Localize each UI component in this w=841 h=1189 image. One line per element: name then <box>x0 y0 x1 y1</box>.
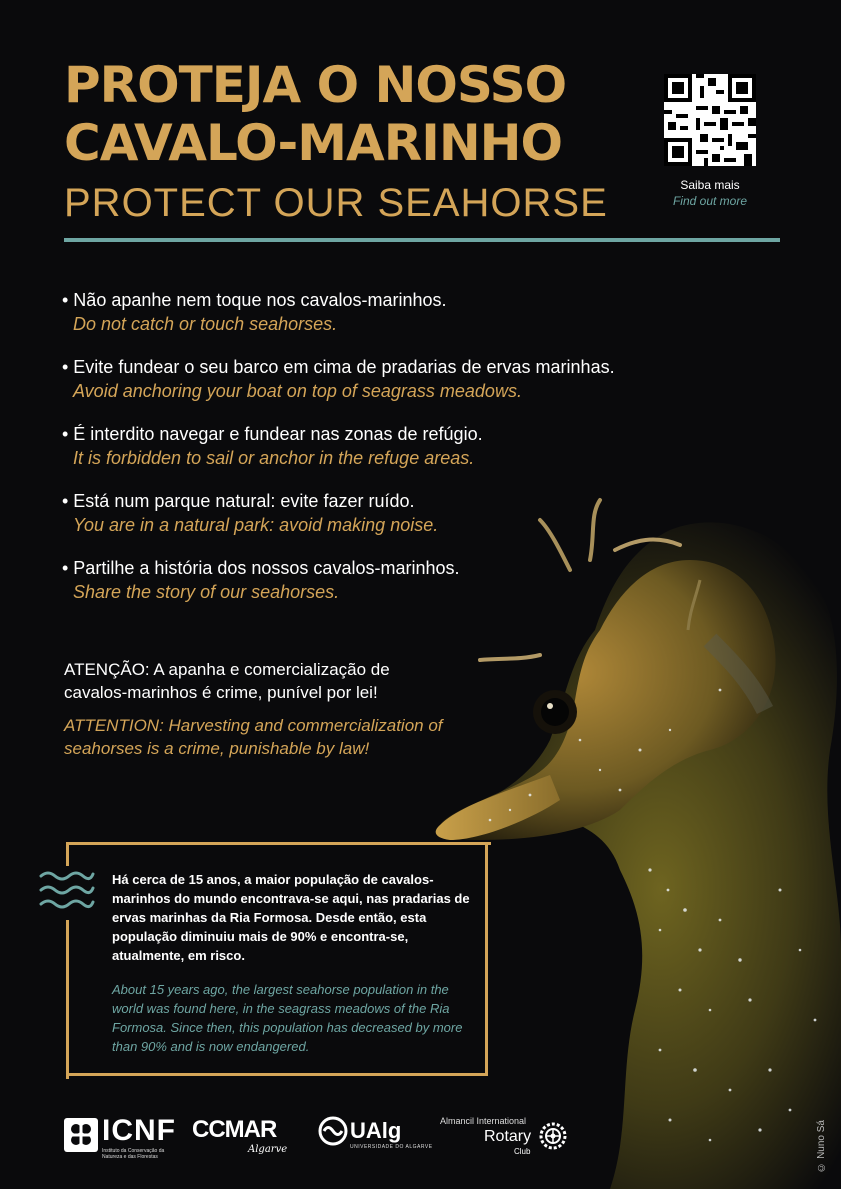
tip-en: You are in a natural park: avoid making noise. <box>73 515 439 535</box>
icnf-tree-icon <box>64 1118 98 1152</box>
icnf-name: ICNF <box>102 1114 176 1147</box>
list-item <box>62 355 702 403</box>
title-line-2: CAVALO-MARINHO <box>64 114 563 172</box>
title-line-1: PROTEJA O NOSSO <box>64 56 567 114</box>
ualg-name: UAlg <box>350 1118 402 1143</box>
qr-label-pt: Saiba mais <box>680 178 740 192</box>
ualg-wave-icon <box>318 1116 348 1146</box>
title-english: PROTECT OUR SEAHORSE <box>64 181 608 225</box>
ccmar-name: CCMAR <box>192 1116 277 1143</box>
list-item <box>62 422 702 470</box>
info-box-border-left-bottom <box>66 920 69 1079</box>
tips-list <box>62 288 702 623</box>
attention-pt: ATENÇÃO: A apanha e comercialização de cavalos-marinhos é crime, punível por lei! <box>64 660 390 702</box>
tip-pt: • Evite fundear o seu barco em cima de pradarias de ervas marinhas. <box>62 357 615 377</box>
info-text-pt: Há cerca de 15 anos, a maior população de cavalos-marinhos do mundo encontrava-se aqui, nas pradarias de ervas marinhas da Ria Formosa. Desde então, esta população diminuiu mais de 90% e encontra-se, atualmente, em risco. <box>112 872 470 963</box>
tip-en: It is forbidden to sail or anchor in the refuge areas. <box>73 448 475 468</box>
ualg-subtitle: UNIVERSIDADE DO ALGARVE <box>350 1144 433 1150</box>
tip-pt: • Está num parque natural: evite fazer ruído. <box>62 491 415 511</box>
list-item <box>62 556 702 604</box>
icnf-subtitle: Instituto da Conservação da Natureza e das Florestas <box>102 1148 165 1160</box>
tip-pt: • Não apanhe nem toque nos cavalos-marinhos. <box>62 290 447 310</box>
page-title <box>64 56 566 172</box>
attention-en: ATTENTION: Harvesting and commercialization of seahorses is a crime, punishable by law! <box>64 716 443 758</box>
partner-logos <box>0 1100 841 1170</box>
info-text-en: About 15 years ago, the largest seahorse population in the world was found here, in the seagrass meadows of the Ria Formosa. Since then, this population has decreased by more than 90% and is now endangered. <box>112 982 463 1054</box>
list-item <box>62 489 702 537</box>
qr-label-en: Find out more <box>672 194 748 208</box>
waves-icon <box>38 868 96 914</box>
tip-en: Share the story of our seahorses. <box>73 582 340 602</box>
qr-code[interactable] <box>664 74 756 166</box>
info-box-border-top <box>66 842 491 845</box>
title-divider <box>64 238 780 242</box>
tip-en: Do not catch or touch seahorses. <box>73 314 338 334</box>
ccmar-subtitle: Algarve <box>248 1144 288 1155</box>
tip-pt: • É interdito navegar e fundear nas zonas de refúgio. <box>62 424 483 444</box>
rotary-wheel-icon <box>538 1121 568 1151</box>
photo-credit: © Nuno Sá <box>816 1120 827 1173</box>
rotary-top-label: Almancil International <box>440 1116 527 1126</box>
tip-en: Avoid anchoring your boat on top of seagrass meadows. <box>73 381 522 401</box>
list-item <box>62 288 702 336</box>
tip-pt: • Partilhe a história dos nossos cavalos-marinhos. <box>62 558 460 578</box>
rotary-name: Rotary <box>484 1128 532 1145</box>
rotary-subtitle: Club <box>514 1147 531 1156</box>
info-box-border-left-top <box>66 842 69 866</box>
